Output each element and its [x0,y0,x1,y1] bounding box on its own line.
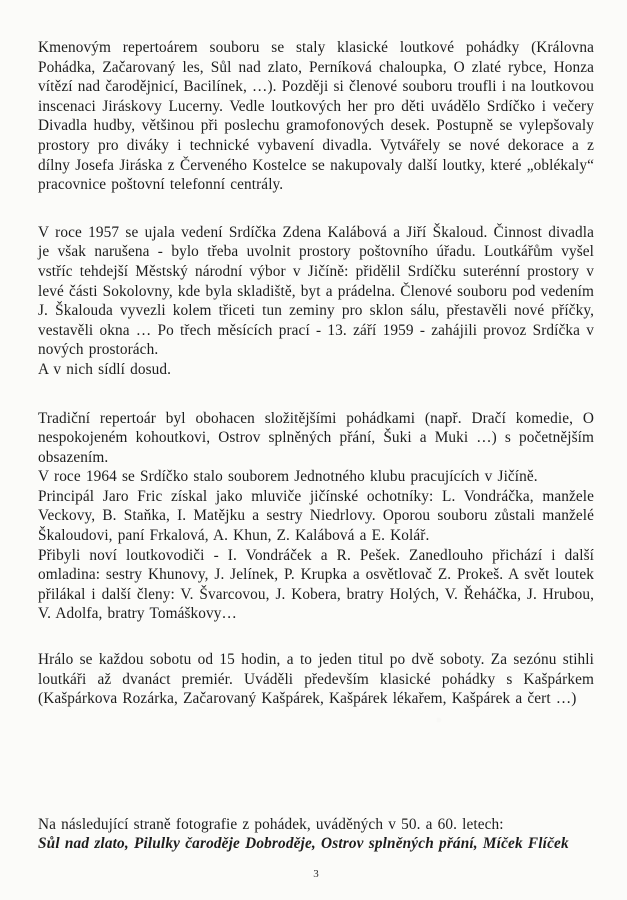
footer-play-titles: Sůl nad zlato, Pilulky čaroděje Dobroděje, Ostrov splněných přání, Míček Flíček [38,835,569,853]
footer-note: Na následující straně fotografie z pohádek, uváděných v 50. a 60. letech: [38,815,504,833]
paragraph-rok-1957: V roce 1957 se ujala vedení Srdíčka Zdena Kalábová a Jiří Škaloud. Činnost divadla je však narušena - bylo třeba uvolnit prostory poštovního úřadu. Loutkářům vyšel vstříc tehdejší Městský národní výbor v Jičíně: přidělil Srdíčku suterénní prostory v levé části Sokolovny, kde byla skladiště, byt a prádelna. Členové souboru pod vedením J. Škalouda vyvezli kolem třiceti tun zeminy pro sklon sálu, přestavěli nové příčky, vestavěli okna … Po třech měsících prací - 13. září 1959 - zahájili provoz Srdíčka v nových prostorách. [38,223,594,359]
page-number: 3 [313,868,319,880]
paragraph-pribyli-loutkovodici: Přibyli noví loutkovodiči - I. Vondráček a R. Pešek. Zanedlouho přichází i další omladina: sestry Khunovy, J. Jelínek, P. Krupka a osvětlovač Z. Prokeš. A svět loutek přilákal i další členy: V. Švarcovou, J. Kobera, bratry Holých, V. Řeháčka, J. Hrubou, V. Adolfa, bratry Tomáškovy… [38,546,594,623]
paragraph-sidli-dosud: A v nich sídlí dosud. [38,360,172,378]
paragraph-tradicni-repertoar: Tradiční repertoár byl obohacen složitějšími pohádkami (např. Dračí komedie, O nespokojeném kohoutkovi, Ostrov splněných přání, Šuki a Muki …) s početnějším obsazením. [38,409,594,466]
paragraph-repertoire: Kmenovým repertoárem souboru se staly klasické loutkové pohádky (Královna Pohádka, Začarovaný les, Sůl nad zlato, Perníková chaloupka, O zlaté rybce, Honza vítězí nad čarodějnicí, Bacilínek, …). Později si členové souboru troufli i na loutkovou inscenaci Jiráskovy Lucerny. Vedle loutkových her pro děti uvádělo Srdíčko i večery Divadla hudby, většinou při poslechu gramofonových desek. Postupně se vylepšovaly prostory pro diváky i technické vybavení divadla. Vytvářely se nové dekorace a z dílny Josefa Jiráska z Červeného Kostelce se nakupovaly další loutky, které „oblékaly“ pracovnice poštovní telefonní centrály. [38,39,594,194]
paragraph-principal: Principál Jaro Fric získal jako mluviče jičínské ochotníky: L. Vondráčka, manžele Veckovy, B. Staňka, I. Matějku a sestry Niedrlovy. Oporou souboru zůstali manželé Škaloudovi, paní Frkalová, A. Khun, Z. Kalábová a E. Kolář. [38,487,594,545]
paragraph-hralo-se: Hrálo se každou sobotu od 15 hodin, a to jeden titul po dvě soboty. Za sezónu stihli loutkáři až dvanáct premiér. Uváděli především klasické pohádky s Kašpárkem (Kašpárkova Rozárka, Začarovaný Kašpárek, Kašpárek lékařem, Kašpárek a čert …) [38,651,594,708]
paragraph-rok-1964: V roce 1964 se Srdíčko stalo souborem Jednotného klubu pracujících v Jičíně. [38,468,538,486]
